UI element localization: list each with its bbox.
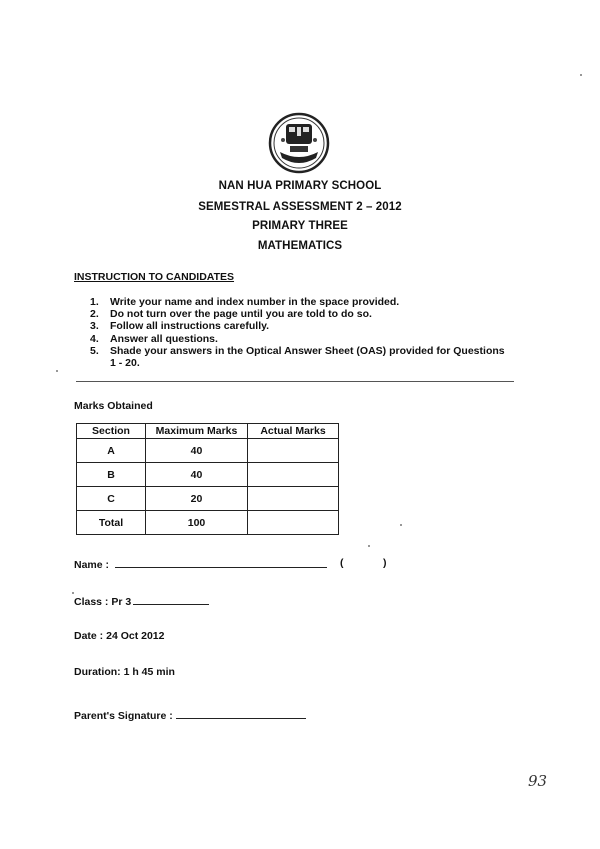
school-name: NAN HUA PRIMARY SCHOOL	[218, 180, 382, 192]
column-header-maximum: Maximum Marks	[146, 424, 248, 439]
max-marks-cell: 100	[146, 511, 248, 535]
actual-marks-cell[interactable]	[248, 439, 339, 463]
scan-speck	[400, 524, 402, 526]
section-cell: C	[77, 487, 146, 511]
actual-marks-cell[interactable]	[248, 463, 339, 487]
scan-speck	[72, 592, 74, 594]
table-row	[77, 511, 339, 535]
max-marks-cell: 40	[146, 463, 248, 487]
actual-marks-cell[interactable]	[248, 487, 339, 511]
duration-label: Duration:	[74, 666, 121, 678]
instruction-item	[90, 320, 510, 332]
signature-blank[interactable]	[176, 708, 306, 719]
scan-speck	[368, 545, 370, 547]
instruction-number: 2.	[90, 308, 99, 321]
date-label: Date :	[74, 630, 104, 642]
instruction-text: Do not turn over the page until you are told to do so.	[110, 308, 372, 321]
assessment-title: SEMESTRAL ASSESSMENT 2 – 2012	[198, 201, 402, 213]
name-field-row	[74, 557, 414, 571]
scan-speck	[56, 370, 58, 372]
name-blank[interactable]	[115, 557, 327, 568]
class-blank[interactable]	[133, 594, 209, 605]
instruction-number: 1.	[90, 296, 99, 308]
table-header-row	[77, 424, 339, 439]
instruction-text: Write your name and index number in the space provided.	[110, 296, 400, 308]
section-divider	[76, 381, 514, 382]
signature-field-row	[74, 708, 306, 722]
subject-title: MATHEMATICS	[257, 240, 343, 252]
instructions-list	[90, 296, 510, 369]
instruction-text: Shade your answers in the Optical Answer Sheet (OAS) provided for Questions 1 - 20.	[110, 344, 505, 370]
instruction-text: Answer all questions.	[110, 332, 218, 345]
instruction-item	[90, 308, 510, 320]
scan-speck	[580, 74, 582, 76]
max-marks-cell: 40	[146, 439, 248, 463]
actual-marks-cell[interactable]	[248, 511, 339, 535]
max-marks-cell: 20	[146, 487, 248, 511]
section-cell: B	[77, 463, 146, 487]
instructions-heading: INSTRUCTION TO CANDIDATES	[74, 271, 235, 283]
section-cell: A	[77, 439, 146, 463]
handwritten-page-number: 93	[528, 772, 548, 790]
level-title: PRIMARY THREE	[252, 220, 348, 232]
date-field-row	[74, 630, 165, 642]
marks-table	[76, 423, 339, 535]
index-paren-close: )	[383, 557, 387, 569]
instruction-number: 5.	[90, 344, 99, 357]
name-label: Name :	[74, 559, 110, 571]
school-crest-logo	[268, 112, 330, 174]
instruction-text: Follow all instructions carefully.	[110, 320, 270, 333]
instruction-number: 4.	[90, 332, 99, 345]
table-row	[77, 487, 339, 511]
instruction-number: 3.	[90, 320, 99, 333]
column-header-section: Section	[77, 424, 146, 439]
column-header-actual: Actual Marks	[248, 424, 339, 439]
instruction-item	[90, 345, 510, 369]
signature-label: Parent's Signature :	[74, 710, 173, 722]
index-paren-open: (	[340, 557, 344, 569]
instruction-item	[90, 296, 510, 308]
class-field-row	[74, 594, 209, 608]
class-label: Class : Pr 3	[74, 596, 132, 608]
table-row	[77, 463, 339, 487]
table-row	[77, 439, 339, 463]
section-cell: Total	[77, 511, 146, 535]
duration-value: 1 h 45 min	[123, 666, 175, 678]
instruction-item	[90, 333, 510, 345]
marks-heading: Marks Obtained	[74, 400, 153, 412]
date-value: 24 Oct 2012	[106, 630, 165, 642]
duration-field-row	[74, 666, 175, 678]
